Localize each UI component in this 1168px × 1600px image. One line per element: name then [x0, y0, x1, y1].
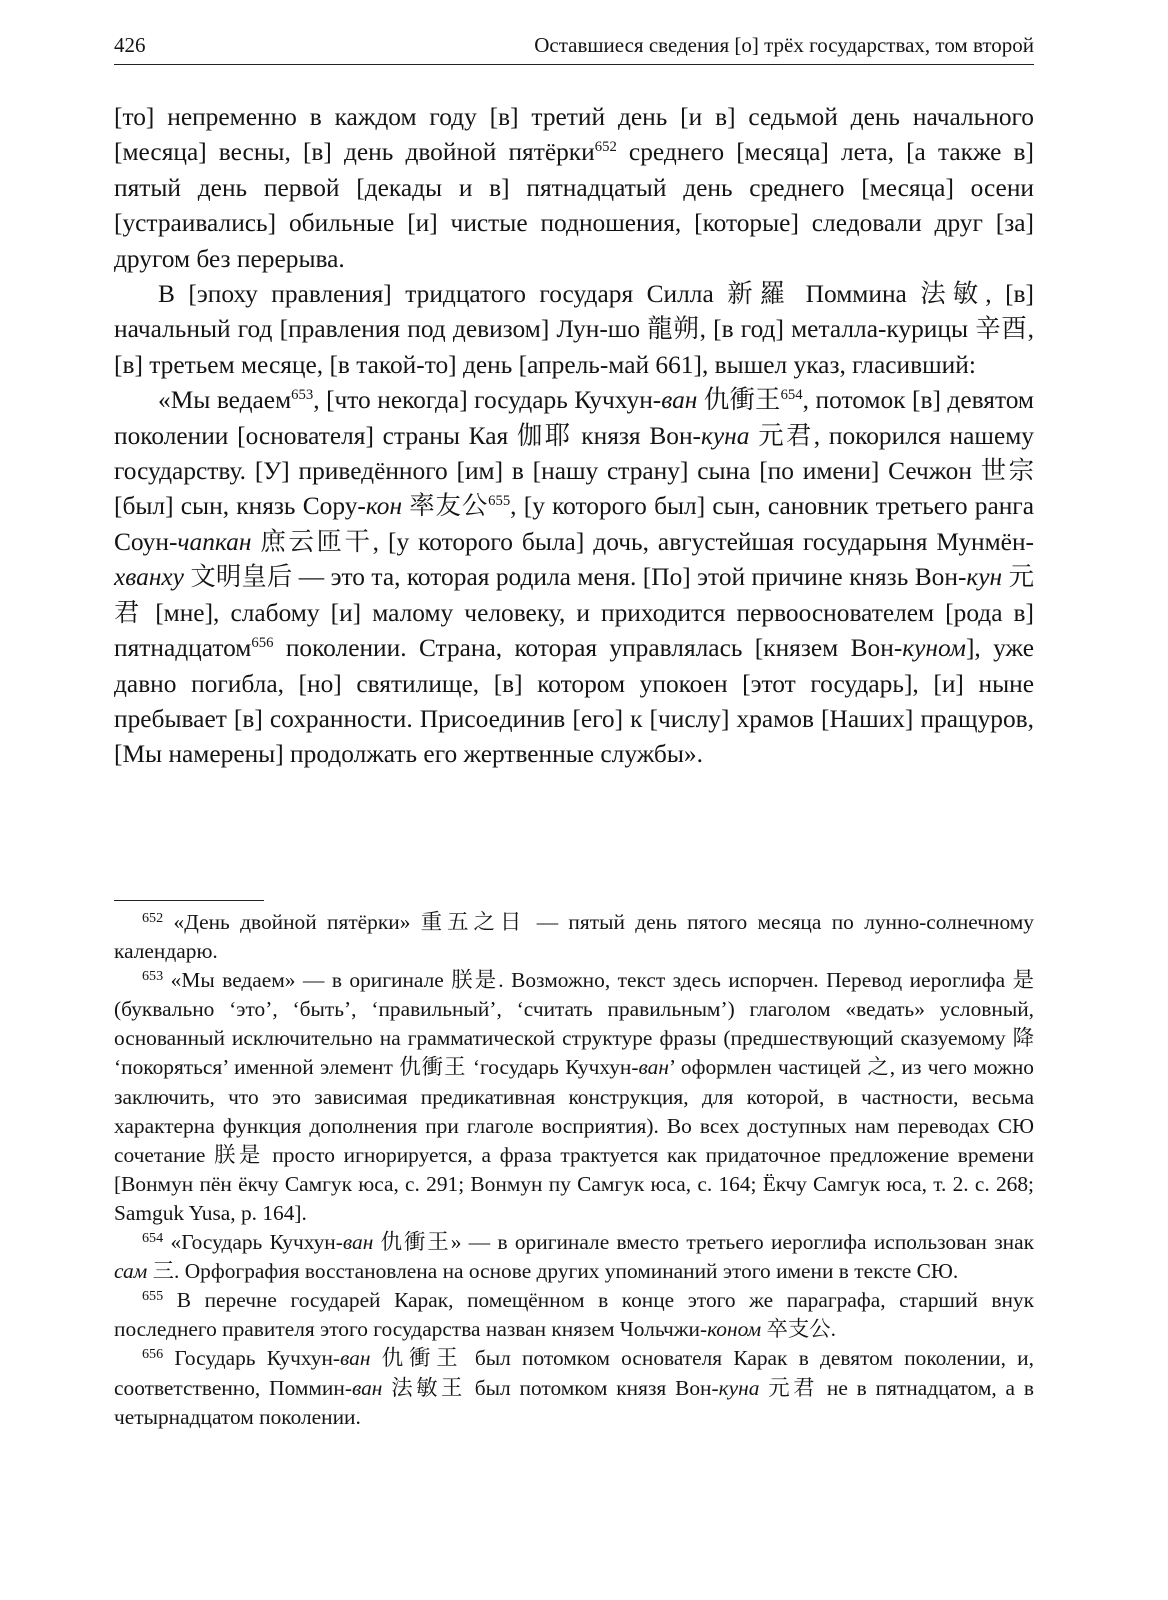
footnotes — [114, 908, 1034, 1432]
footnote-number: 656 — [142, 1346, 164, 1363]
running-title: Оставшиеся сведения [о] трёх государствах, том второй — [534, 33, 1034, 57]
body-italic: кун — [966, 563, 1003, 592]
main-text — [114, 100, 1034, 773]
footnote-number: 652 — [142, 909, 164, 926]
body-paragraph: В [эпоху правления] тридцатого государя Силла 新羅 Поммина 法敏, [в] начальный год [правления под девизом] Лун-шо 龍朔, [в год] металла-курицы 辛酉, [в] третьем месяце, [в такой-то] день [апрель-май 661], вышел указ, гласивший: — [114, 280, 1034, 379]
page-number: 426 — [114, 33, 146, 57]
body-italic: куна — [701, 421, 750, 450]
page-header — [114, 30, 1034, 65]
footnote-separator — [114, 900, 264, 901]
footnote-italic: ван — [351, 1375, 383, 1400]
footnote-italic: ван — [340, 1346, 371, 1371]
footnote-ref-656[interactable]: 656 — [251, 634, 274, 651]
footnote-ref-652[interactable]: 652 — [594, 139, 617, 156]
footnote-italic: сам — [114, 1259, 148, 1284]
body-italic: кон — [365, 492, 403, 521]
footnote-654: $^{654}$ «Государь Кучхун-ван 仇衝王» — в оригинале вместо третьего иероглифа использован знак сам 三. Орфография восстановлена на основе других упоминаний этого имени в тексте СЮ. — [114, 1229, 1034, 1284]
body-italic: куном — [902, 634, 966, 663]
body-italic: чапкан — [177, 527, 252, 556]
footnote-ref-655[interactable]: 655 — [488, 493, 511, 510]
footnote-italic: куна — [718, 1375, 760, 1400]
footnote-italic: коном — [707, 1317, 762, 1342]
body-italic: хванху — [114, 563, 184, 592]
body-italic: ван — [661, 386, 698, 415]
footnote-italic: ван — [342, 1230, 374, 1255]
footnote-number: 655 — [142, 1288, 164, 1305]
footnote-652: $^{652}$ «День двойной пятёрки» 重五之日 — пятый день пятого месяца по лунно-солнечному календарю. — [114, 909, 1034, 964]
footnote-655: $^{655}$ В перечне государей Карак, помещённом в конце этого же параграфа, старший внук последнего правителя этого государства назван князем Чольчжи-коном 卒支公. — [114, 1288, 1034, 1342]
body-paragraph: [то] непременно в каждом году [в] третий день [и в] седьмой день начального [месяца] весны, [в] день двойной пятёрки$^{652}$ среднего [месяца] лета, [а также в] пятый день первой [декады и в] пятнадцатый день среднего [месяца] осени [устраивались] обильные [и] чистые подношения, [которые] следовали друг [за] другом без перерыва. — [114, 103, 1035, 273]
footnote-656: $^{656}$ Государь Кучхун-ван 仇衝王 был потомком основателя Карак в девятом поколении, и, соответственно, Поммин-ван 法敏王 был потомком князя Вон-куна 元君 не в пятнадцатом, а в четырнадцатом поколении. — [114, 1346, 1034, 1429]
footnote-number: 654 — [142, 1229, 164, 1246]
footnote-italic: ван — [638, 1055, 669, 1080]
body-paragraph: «Мы ведаем$^{653}$, [что некогда] государь Кучхун-ван 仇衝王$^{654}$, потомок [в] девятом поколении [основателя] страны Кая 伽耶 князя Вон-куна 元君, покорился нашему государству. [У] приведённого [им] в [нашу страну] сына [по имени] Сечжон 世宗 [был] сын, князь Сору-кон 率友公$^{655}$, [у которого был] сын, сановник третьего ранга Соун-чапкан 庶云匝干, [у которого была] дочь, августейшая государыня Мунмён-хванху 文明皇后 — это та, которая родила меня. [По] этой причине князь Вон-кун 元君 [мне], слабому [и] малому человеку, и приходится первооснователем [рода в] пятнадцатом$^{656}$ поколении. Страна, которая управлялась [князем Вон-куном], уже давно погибла, [но] святилище, [в] котором упокоен [этот государь], [и] ныне пребывает [в] сохранности. Присоединив [его] к [числу] храмов [Наших] пращуров, [Мы намерены] продолжать его жертвенные службы». — [114, 386, 1035, 769]
footnote-number: 653 — [142, 968, 164, 985]
footnote-653: $^{653}$ «Мы ведаем» — в оригинале 朕是. Возможно, текст здесь испорчен. Перевод иероглифа 是 (буквально ‘это’, ‘быть’, ‘правильный’, ‘считать правильным’) глаголом «ведать» условный, основанный исключительно на грамматической структуре фразы (предшествующий сказуемому 降 ‘покоряться’ именной элемент 仇衝王 ‘государь Кучхун-ван’ оформлен частицей 之, из чего можно заключить, что это зависимая предикативная конструкция, для которой, в частности, весьма характерна функция дополнения при глаголе восприятия). Во всех доступных нам переводах СЮ сочетание 朕是 просто игнорируется, а фраза трактуется как придаточное предложение времени [Вонмун пён ёкчу Самгук юса, с. 291; Вонмун пу Самгук юса, с. 164; Ёкчу Самгук юса, т. 2. с. 268; Samguk Yusa, p. 164]. — [114, 968, 1034, 1225]
footnote-ref-653[interactable]: 653 — [291, 387, 314, 404]
footnote-ref-654[interactable]: 654 — [780, 387, 803, 404]
